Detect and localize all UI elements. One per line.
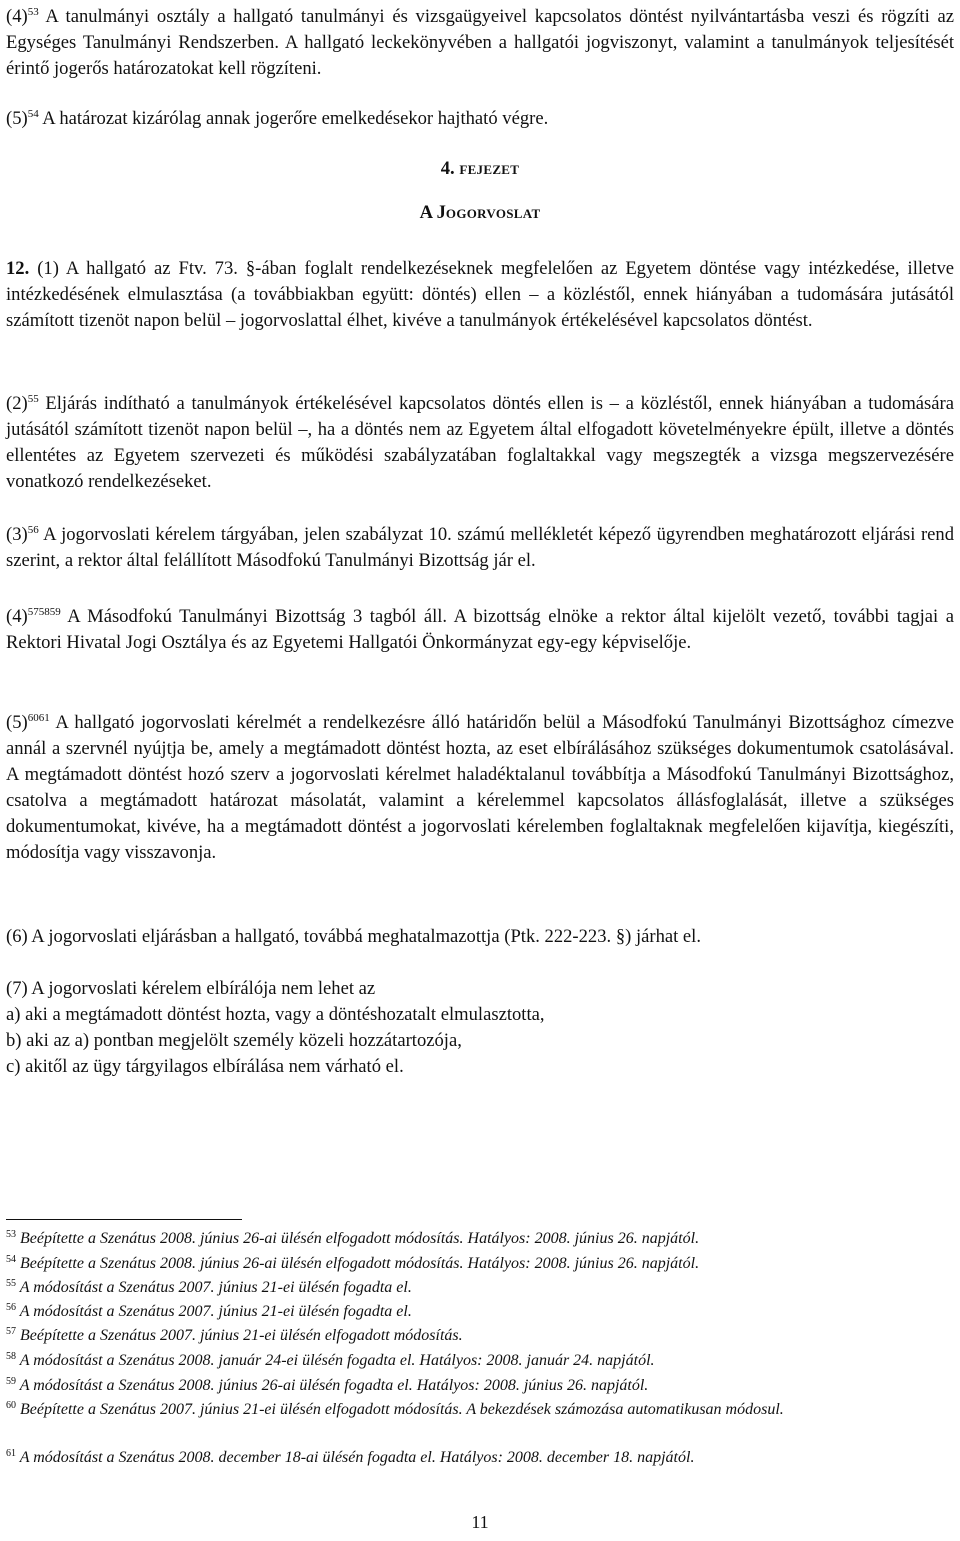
footnote-text: A módosítást a Szenátus 2008. december 18-ai ülésén fogadta el. Hatályos: 2008. december 18. napjától. — [16, 1449, 695, 1466]
footnote-text: A módosítást a Szenátus 2008. június 26-ai ülésén fogadta el. Hatályos: 2008. június 26. napjától. — [16, 1377, 649, 1394]
footnote-55 — [6, 1276, 954, 1300]
footnote-ref[interactable]: 54 — [27, 108, 39, 120]
footnote-number: 57 — [6, 1326, 16, 1337]
paragraph-number: (5) — [6, 712, 28, 733]
paragraph-text: A jogorvoslati kérelem tárgyában, jelen szabályzat 10. számú mellékletét képező ügyrendben meghatározott eljárási rend szerint, a rektor által felállított Másodfokú Tanulmányi Bizottság jár el. — [6, 524, 954, 571]
section-12-paragraph-5 — [6, 710, 954, 866]
footnote-divider — [6, 1219, 242, 1220]
footnote-number: 58 — [6, 1351, 16, 1362]
footnote-number: 61 — [6, 1448, 16, 1459]
paragraph-text: (6) A jogorvoslati eljárásban a hallgató, továbbá meghatalmazottja (Ptk. 222-223. §) járhat el. — [6, 926, 701, 947]
paragraph-number: (4) — [6, 606, 28, 627]
paragraph-4 — [6, 4, 954, 82]
paragraph-text: (1) A hallgató az Ftv. 73. §-ában foglalt rendelkezéseknek megfelelően az Egyetem döntése vagy intézkedése, illetve intézkedésének elmulasztása (a továbbiakban együtt: döntés) ellen – a közléstől, ennek hiányában a tudomására jutásától számított tizenöt napon belül – jogorvoslattal élhet, kivéve a tanulmányok értékelésével kapcsolatos döntést. — [6, 258, 954, 331]
chapter-heading — [0, 156, 960, 183]
paragraph-text: A tanulmányi osztály a hallgató tanulmányi és vizsgaügyeivel kapcsolatos döntést nyilvántartásba veszi és rögzíti az Egységes Tanulmányi Rendszerben. A hallgató leckekönyvében a hallgatói jogviszonyt, valamint a tanulmányok teljesítését érintő jogerős határozatokat kell rögzíteni. — [6, 6, 954, 79]
section-12-paragraph-6 — [6, 924, 954, 950]
footnote-text: Beépítette a Szenátus 2008. június 26-ai ülésén elfogadott módosítás. Hatályos: 2008. június 26. napjától. — [16, 1255, 700, 1272]
paragraph-number: (5) — [6, 108, 28, 129]
footnote-number: 55 — [6, 1278, 16, 1289]
footnote-text: Beépítette a Szenátus 2008. június 26-ai ülésén elfogadott módosítás. Hatályos: 2008. június 26. napjától. — [16, 1230, 700, 1247]
footnote-ref[interactable]: 55 — [27, 393, 39, 405]
chapter-title-rest: OGORVOSLAT — [445, 206, 541, 221]
chapter-title — [0, 200, 960, 227]
footnote-56 — [6, 1300, 954, 1324]
page-number: 11 — [471, 1512, 489, 1532]
footnote-ref[interactable]: 6061 — [27, 712, 50, 724]
footnote-number: 54 — [6, 1254, 16, 1265]
footnote-61 — [6, 1446, 954, 1470]
paragraph-5 — [6, 106, 954, 132]
list-item-b: b) aki az a) pontban megjelölt személy közeli hozzátartozója, — [6, 1030, 462, 1051]
footnote-57 — [6, 1324, 954, 1348]
chapter-number: 4. — [440, 158, 460, 179]
footnote-text: Beépítette a Szenátus 2007. június 21-ei ülésén elfogadott módosítás. — [16, 1327, 463, 1344]
section-12-paragraph-3 — [6, 522, 954, 574]
footnote-text: Beépítette a Szenátus 2007. június 21-ei ülésén elfogadott módosítás. A bekezdések számozása automatikusan módosul. — [16, 1401, 784, 1418]
section-12-paragraph-7 — [6, 976, 954, 1080]
footnote-text: A módosítást a Szenátus 2007. június 21-ei ülésén fogadta el. — [16, 1279, 412, 1296]
paragraph-text: A határozat kizárólag annak jogerőre emelkedésekor hajtható végre. — [38, 108, 549, 129]
footnote-number: 59 — [6, 1376, 16, 1387]
paragraph-number: (4) — [6, 6, 28, 27]
footnote-ref[interactable]: 56 — [27, 524, 39, 536]
footnote-text: A módosítást a Szenátus 2008. január 24-ei ülésén fogadta el. Hatályos: 2008. január 24. napjától. — [16, 1352, 655, 1369]
paragraph-number: (3) — [6, 524, 28, 545]
paragraph-text: A hallgató jogorvoslati kérelmét a rendelkezésre álló határidőn belül a Másodfokú Tanulmányi Bizottsághoz címezve annál a szervnél nyújtja be, amely a megtámadott döntést hozta, az eset elbírálásához szükséges dokumentumok csatolásával. A megtámadott döntést hozó szerv a jogorvoslati kérelmet haladéktalanul továbbítja a Másodfokú Tanulmányi Bizottsághoz, csatolva a megtámadott határozat másolatát, valamint a kérelemmel kapcsolatos állásfoglalását, illetve a szükséges dokumentumokat, kivéve, ha a megtámadott döntést a jogorvoslati kérelemben foglaltaknak megfelelően kijavítja, kiegészíti, módosítja vagy visszavonja. — [6, 712, 954, 863]
footnote-number: 60 — [6, 1400, 16, 1411]
footnote-58 — [6, 1349, 954, 1373]
footnote-number: 56 — [6, 1302, 16, 1313]
chapter-title-first: A J — [419, 202, 446, 223]
footnote-text: A módosítást a Szenátus 2007. június 21-ei ülésén fogadta el. — [16, 1303, 412, 1320]
section-number: 12. — [6, 258, 38, 279]
footnote-ref[interactable]: 575859 — [27, 606, 61, 618]
footnote-59 — [6, 1374, 954, 1398]
section-12-paragraph-1 — [6, 256, 954, 334]
chapter-label: FEJEZET — [459, 162, 520, 177]
footnote-ref[interactable]: 53 — [27, 6, 39, 18]
paragraph-number: (2) — [6, 393, 28, 414]
footnote-number: 53 — [6, 1229, 16, 1240]
footnote-54 — [6, 1252, 954, 1276]
paragraph-text: A Másodfokú Tanulmányi Bizottság 3 tagból áll. A bizottság elnöke a rektor által kijelölt vezető, további tagjai a Rektori Hivatal Jogi Osztálya és az Egyetemi Hallgatói Önkormányzat egy-egy képviselője. — [6, 606, 954, 653]
section-12-paragraph-4 — [6, 604, 954, 656]
list-item-c: c) akitől az ügy tárgyilagos elbírálása nem várható el. — [6, 1056, 404, 1077]
section-12-paragraph-2 — [6, 391, 954, 495]
list-item-a: a) aki a megtámadott döntést hozta, vagy a döntéshozatalt elmulasztotta, — [6, 1004, 545, 1025]
paragraph-line: (7) A jogorvoslati kérelem elbírálója nem lehet az — [6, 978, 376, 999]
footnote-53 — [6, 1227, 954, 1251]
footnote-60 — [6, 1398, 954, 1422]
paragraph-text: Eljárás indítható a tanulmányok értékelésével kapcsolatos döntés ellen is – a közléstől, ennek hiányában a tudomására jutásától számított tizenöt napon belül –, ha a döntés nem az Egyetem által elfogadott követelményekre épült, illetve a döntés ellentétes az Egyetem szervezeti és működési szabályzatában foglaltakkal vagy megszegték a vizsga megszervezésére vonatkozó rendelkezéseket. — [6, 393, 954, 492]
